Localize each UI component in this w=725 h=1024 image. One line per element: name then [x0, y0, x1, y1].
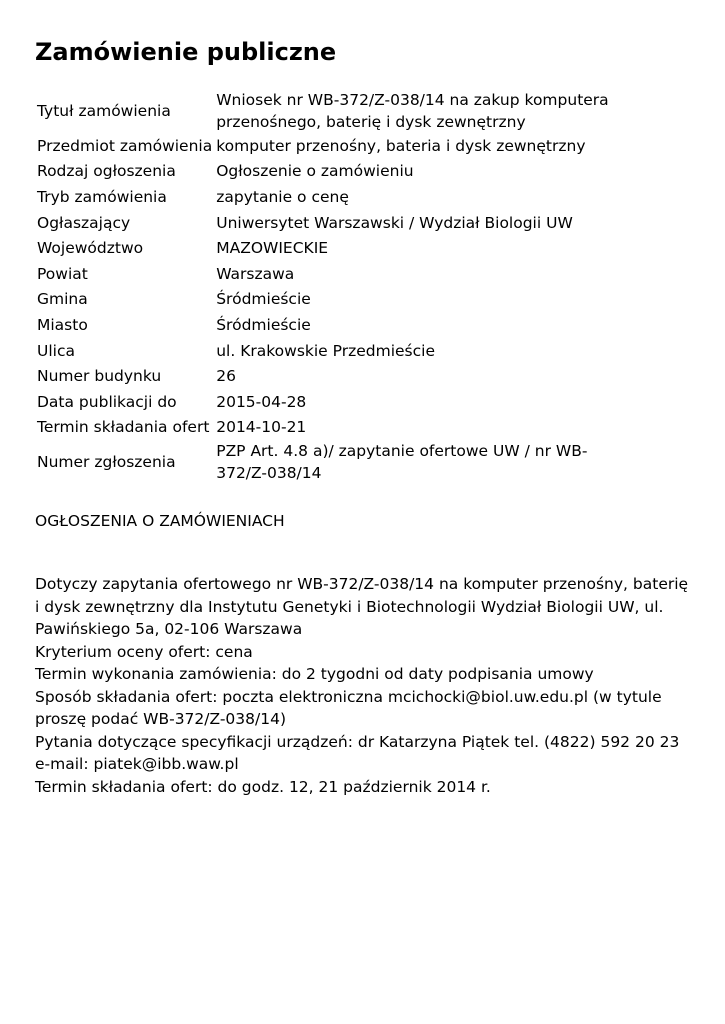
row-value: Śródmieście	[216, 290, 311, 309]
table-row	[35, 287, 618, 313]
row-label: Przedmiot zamówienia	[37, 136, 213, 155]
description-paragraph: Termin wykonania zamówienia: do 2 tygodni od daty podpisania umowy	[35, 665, 594, 683]
table-row	[35, 363, 618, 389]
table-row	[35, 440, 618, 484]
row-value: PZP Art. 4.8 a)/ zapytanie ofertowe UW / nr WB-372/Z-038/14	[216, 442, 588, 483]
row-value: 2014-10-21	[216, 418, 307, 437]
description-paragraph: Sposób składania ofert: poczta elektroniczna mcichocki@biol.uw.edu.pl (w tytule proszę podać WB-372/Z-038/14)	[35, 687, 662, 728]
table-row	[35, 210, 618, 236]
row-value: komputer przenośny, bateria i dysk zewnętrzny	[216, 136, 586, 155]
table-row	[35, 338, 618, 364]
row-value: 26	[216, 367, 236, 386]
table-row	[35, 235, 618, 261]
page-title: Zamówienie publiczne	[35, 38, 337, 66]
row-label: Numer zgłoszenia	[37, 453, 176, 472]
row-label: Tryb zamówienia	[37, 187, 167, 206]
description-paragraph: Kryterium oceny ofert: cena	[35, 642, 253, 661]
row-label: Data publikacji do	[37, 392, 177, 411]
table-row	[35, 184, 618, 210]
table-row	[35, 389, 618, 415]
table-row	[35, 415, 618, 441]
row-label: Ulica	[37, 341, 75, 360]
row-value: Ogłoszenie o zamówieniu	[216, 162, 414, 181]
row-label: Tytuł zamówienia	[37, 102, 171, 120]
row-value: MAZOWIECKIE	[216, 239, 329, 258]
description-block	[35, 573, 695, 798]
table-row	[35, 312, 618, 338]
row-label: Termin składania ofert	[37, 418, 210, 437]
table-row	[35, 261, 618, 287]
row-value: Śródmieście	[216, 315, 311, 334]
row-value: zapytanie o cenę	[216, 187, 349, 206]
table-row	[35, 133, 618, 159]
row-label: Miasto	[37, 315, 88, 334]
row-label: Powiat	[37, 264, 88, 283]
row-value: ul. Krakowskie Przedmieście	[216, 341, 435, 360]
row-value: Warszawa	[216, 264, 295, 283]
description-paragraph: Dotyczy zapytania ofertowego nr WB-372/Z-038/14 na komputer przenośny, baterię i dysk zewnętrzny dla Instytutu Genetyki i Biotechnologii Wydział Biologii UW, ul. Pawińskiego 5a, 02-106 Warszawa	[35, 575, 689, 638]
description-paragraph: Termin składania ofert: do godz. 12, 21 październik 2014 r.	[35, 777, 491, 796]
description-paragraph: Pytania dotyczące specyfikacji urządzeń: dr Katarzyna Piątek tel. (4822) 592 20 23 e-mail: piatek@ibb.waw.pl	[35, 732, 680, 773]
row-label: Numer budynku	[37, 367, 162, 386]
row-value: Wniosek nr WB-372/Z-038/14 na zakup komputera przenośnego, baterię i dysk zewnętrzny	[216, 91, 609, 131]
row-label: Gmina	[37, 290, 88, 309]
row-label: Województwo	[37, 239, 144, 258]
row-value: Uniwersytet Warszawski / Wydział Biologii UW	[216, 213, 573, 232]
table-row	[35, 89, 618, 133]
table-row	[35, 159, 618, 185]
row-value: 2015-04-28	[216, 392, 307, 411]
section-heading: OGŁOSZENIA O ZAMÓWIENIACH	[35, 512, 285, 530]
row-label: Ogłaszający	[37, 213, 131, 232]
details-table	[35, 89, 618, 484]
row-label: Rodzaj ogłoszenia	[37, 162, 176, 181]
